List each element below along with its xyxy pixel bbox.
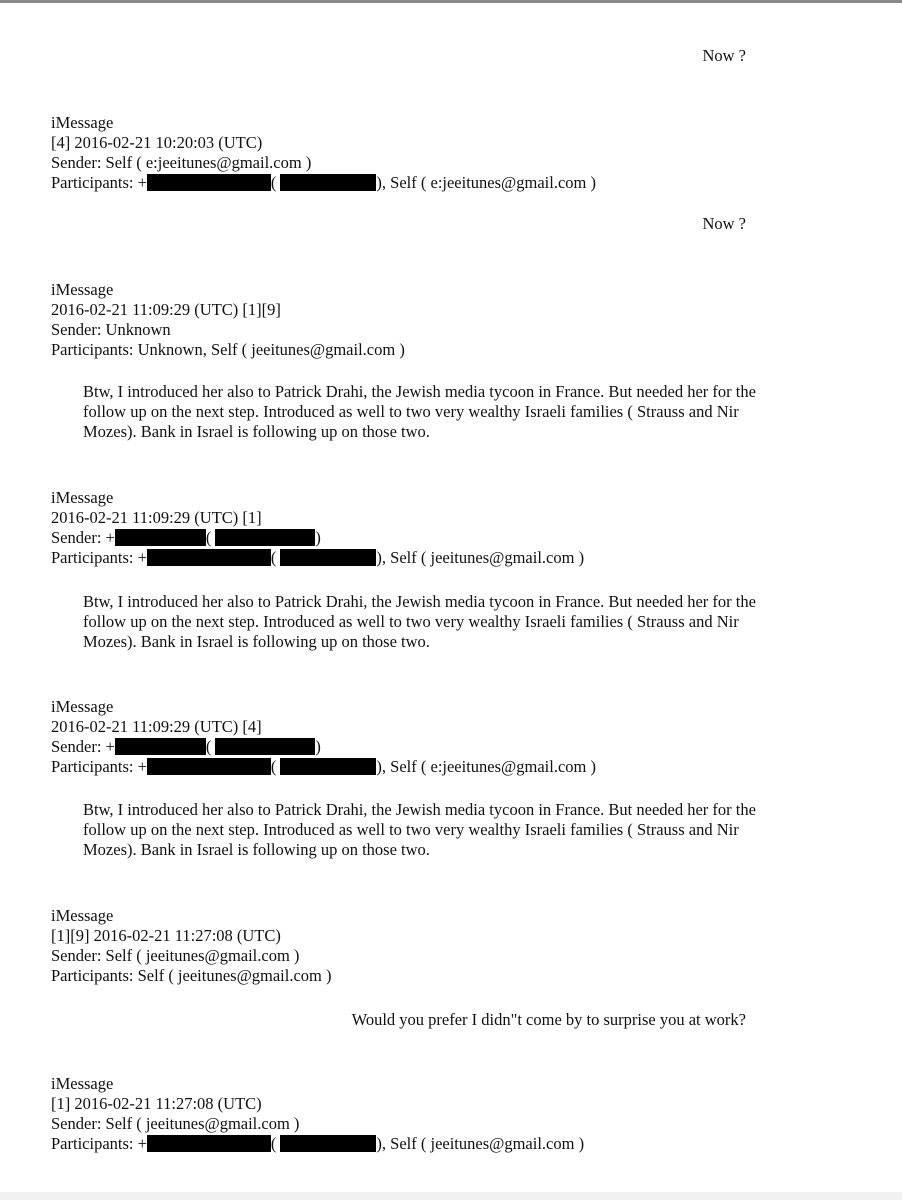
redaction	[280, 549, 376, 566]
message-body: Btw, I introduced her also to Patrick Drahi, the Jewish media tycoon in France. But needed her for the follow up on the next step. Introduced as well to two very wealthy Israeli families ( Strauss and Nir Mozes). Bank in Israel is following up on those two.	[83, 382, 756, 441]
redaction	[280, 174, 376, 191]
app-label: iMessage	[51, 906, 114, 925]
message-text: Now ?	[702, 214, 746, 233]
message-header	[51, 697, 596, 777]
participants-label: Participants: +	[51, 1134, 147, 1153]
participants-label: Participants: +	[51, 757, 147, 776]
redaction	[147, 549, 271, 566]
app-label: iMessage	[51, 488, 114, 507]
paren: (	[270, 757, 277, 776]
sender: Sender: Self ( jeeitunes@gmail.com )	[51, 946, 300, 965]
app-label: iMessage	[51, 280, 114, 299]
timestamp: [1][9] 2016-02-21 11:27:08 (UTC)	[51, 926, 281, 945]
participants	[51, 548, 584, 568]
participants-rest: ), Self ( jeeitunes@gmail.com )	[376, 548, 585, 567]
participants-label: Participants: +	[51, 173, 147, 192]
sender: Sender: Self ( e:jeeitunes@gmail.com )	[51, 153, 312, 172]
sender	[51, 528, 584, 548]
app-label: iMessage	[51, 1074, 114, 1093]
paren: )	[315, 737, 321, 756]
timestamp: [4] 2016-02-21 10:20:03 (UTC)	[51, 133, 263, 152]
message-text: Would you prefer I didn"t come by to surprise you at work?	[351, 1010, 746, 1029]
redaction	[147, 174, 271, 191]
participants	[51, 1134, 584, 1154]
redaction	[147, 758, 271, 775]
participants	[51, 173, 596, 193]
message-header	[51, 1074, 584, 1154]
paren: (	[205, 528, 212, 547]
redaction	[280, 758, 376, 775]
participants-rest: ), Self ( e:jeeitunes@gmail.com )	[376, 173, 596, 192]
paren: )	[315, 528, 321, 547]
participants-label: Participants: +	[51, 548, 147, 567]
sender-label: Sender: +	[51, 737, 115, 756]
participants: Participants: Unknown, Self ( jeeitunes@gmail.com )	[51, 340, 405, 359]
timestamp: 2016-02-21 11:09:29 (UTC) [4]	[51, 717, 262, 736]
message-body: Btw, I introduced her also to Patrick Drahi, the Jewish media tycoon in France. But needed her for the follow up on the next step. Introduced as well to two very wealthy Israeli families ( Strauss and Nir Mozes). Bank in Israel is following up on those two.	[83, 592, 756, 651]
timestamp: 2016-02-21 11:09:29 (UTC) [1]	[51, 508, 262, 527]
timestamp: [1] 2016-02-21 11:27:08 (UTC)	[51, 1094, 262, 1113]
top-border	[0, 0, 902, 3]
redaction	[147, 1135, 271, 1152]
message-header	[51, 113, 596, 193]
sender: Sender: Self ( jeeitunes@gmail.com )	[51, 1114, 300, 1133]
participants-rest: ), Self ( e:jeeitunes@gmail.com )	[376, 757, 596, 776]
redaction	[215, 529, 315, 546]
message-text: Now ?	[702, 46, 746, 65]
sender	[51, 737, 596, 757]
redaction	[115, 529, 206, 546]
participants: Participants: Self ( jeeitunes@gmail.com )	[51, 966, 332, 985]
app-label: iMessage	[51, 697, 114, 716]
paren: (	[270, 173, 277, 192]
sender: Sender: Unknown	[51, 320, 171, 339]
message-body: Btw, I introduced her also to Patrick Drahi, the Jewish media tycoon in France. But needed her for the follow up on the next step. Introduced as well to two very wealthy Israeli families ( Strauss and Nir Mozes). Bank in Israel is following up on those two.	[83, 800, 756, 859]
message-header	[51, 906, 332, 986]
redaction	[215, 738, 315, 755]
message-header	[51, 280, 405, 360]
redaction	[280, 1135, 376, 1152]
paren: (	[205, 737, 212, 756]
participants-rest: ), Self ( jeeitunes@gmail.com )	[376, 1134, 585, 1153]
participants	[51, 757, 596, 777]
app-label: iMessage	[51, 113, 114, 132]
timestamp: 2016-02-21 11:09:29 (UTC) [1][9]	[51, 300, 281, 319]
bottom-border	[0, 1192, 902, 1200]
redaction	[115, 738, 206, 755]
sender-label: Sender: +	[51, 528, 115, 547]
message-header	[51, 488, 584, 568]
paren: (	[270, 548, 277, 567]
paren: (	[270, 1134, 277, 1153]
